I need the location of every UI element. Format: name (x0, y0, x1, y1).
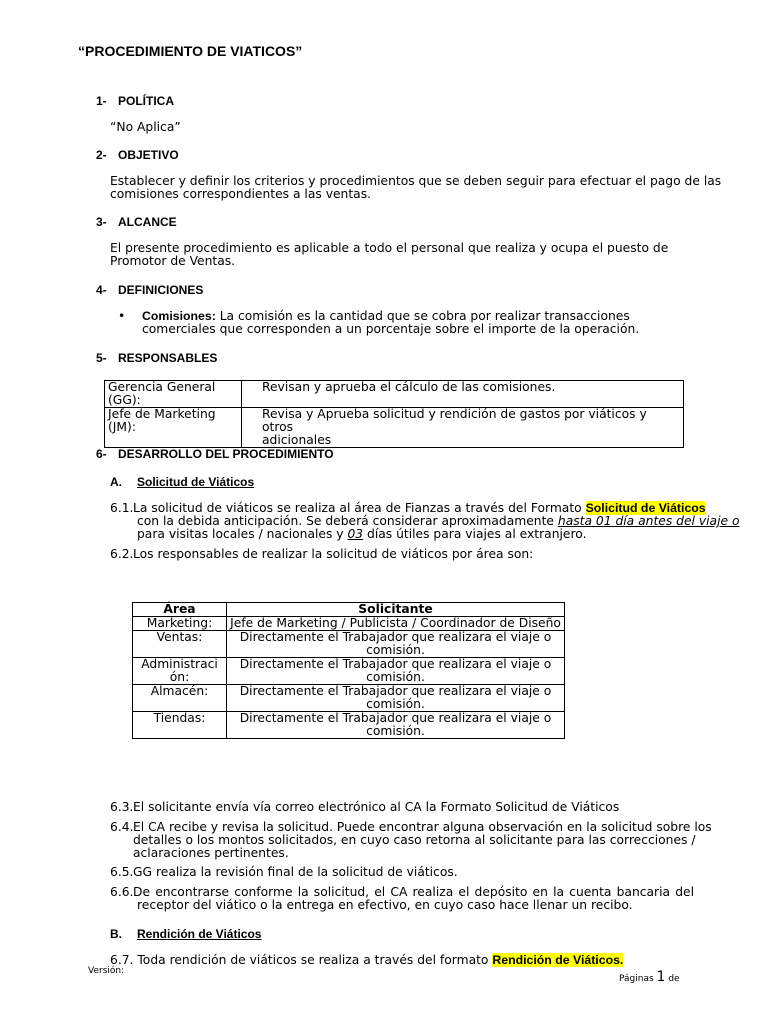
table-row (133, 617, 565, 631)
paragraph-6-6-line-1: De encontrarse conforme la solicitud, el CA realiza el depósito en la cuenta bancaria del (133, 885, 694, 899)
section-number-definiciones: 4- (96, 283, 107, 297)
table-row (133, 712, 565, 739)
table-row (133, 658, 565, 685)
definition-term: Comisiones: (142, 309, 216, 323)
highlight-rendicion: Rendición de Viáticos. (492, 953, 624, 967)
paragraph-number-6-2: 6.2. (110, 547, 134, 561)
paragraph-number-6-6: 6.6. (110, 885, 134, 899)
solicitante-cell (227, 685, 565, 712)
solicitante-line: Jefe de Marketing / Publicista / Coordinador de Diseño (230, 616, 561, 630)
subsection-title-a: Solicitud de Viáticos (137, 475, 255, 489)
paragraph-6-1-line-3 (137, 528, 586, 541)
footer-version-label: Versión: (88, 966, 125, 976)
section-title-responsables: RESPONSABLES (118, 351, 218, 365)
role-line: (JM): (108, 420, 136, 434)
paragraph-text: con la debida anticipación. Se deberá considerar aproximadamente (137, 514, 558, 528)
paragraph-6-4-line-2: detalles o los montos solicitados, en cuyo caso retorna al solicitante para las correcciones / (133, 833, 696, 847)
role-cell (105, 381, 242, 408)
table-header-row (133, 603, 565, 617)
column-header-area: Área (133, 603, 227, 617)
section-number-desarrollo: 6- (96, 447, 107, 461)
section-title-alcance: ALCANCE (118, 215, 177, 229)
objetivo-line-2: comisiones correspondientes a las ventas. (110, 187, 372, 201)
politica-text: “No Aplica” (110, 120, 181, 134)
area-line: Ventas: (156, 630, 203, 644)
area-cell (133, 685, 227, 712)
emphasis-text: 03 (347, 527, 364, 541)
section-number-objetivo: 2- (96, 148, 107, 162)
area-solicitante-table (132, 602, 565, 739)
section-number-responsables: 5- (96, 351, 107, 365)
solicitante-cell (227, 617, 565, 631)
section-title-definiciones: DEFINICIONES (118, 283, 204, 297)
table-row (105, 408, 684, 448)
definition-line-2: comerciales que corresponden a un porcentaje sobre el importe de la operación. (142, 322, 640, 336)
solicitante-line: comisión. (366, 724, 425, 738)
footer-page-number: 1 (656, 969, 666, 985)
paragraph-number-6-7: 6.7. (110, 953, 134, 967)
role-description-line: Revisa y Aprueba solicitud y rendición de gastos por viáticos y otros (262, 407, 647, 434)
table-row (133, 631, 565, 658)
subsection-title-b: Rendición de Viáticos (137, 927, 262, 941)
solicitante-line: Directamente el Trabajador que realizara el viaje o (239, 630, 552, 644)
area-cell (133, 617, 227, 631)
table-row (133, 685, 565, 712)
role-description-cell (242, 408, 684, 448)
paragraph-text: para visitas locales / nacionales y (137, 527, 348, 541)
document-title: “PROCEDIMIENTO DE VIATICOS” (78, 43, 303, 59)
bullet-icon: • (118, 309, 126, 323)
area-line: Tiendas: (153, 711, 206, 725)
paragraph-text: Toda rendición de viáticos se realiza a través del formato (133, 953, 493, 967)
solicitante-line: comisión. (366, 670, 425, 684)
responsables-table (104, 380, 684, 448)
highlight-solicitud: Solicitud de Viáticos (585, 501, 706, 515)
emphasis-text: hasta 01 día antes del viaje o (557, 514, 740, 528)
role-line: (GG): (108, 393, 141, 407)
area-line: Marketing: (146, 616, 213, 630)
paragraph-number-6-4: 6.4. (110, 820, 134, 834)
solicitante-line: Directamente el Trabajador que realizara el viaje o (239, 711, 552, 725)
alcance-line-2: Promotor de Ventas. (110, 254, 236, 268)
section-number-politica: 1- (96, 94, 107, 108)
paragraph-number-6-3: 6.3. (110, 800, 134, 814)
solicitante-line: Directamente el Trabajador que realizara el viaje o (239, 684, 552, 698)
paragraph-6-6-line-2: receptor del viático o la entrega en efectivo, en cuyo caso hace llenar un recibo. (137, 898, 633, 912)
footer-pages (619, 969, 680, 985)
section-title-objetivo: OBJETIVO (118, 148, 179, 162)
area-cell (133, 658, 227, 685)
area-cell (133, 712, 227, 739)
table-row (105, 381, 684, 408)
paragraph-6-5-text: GG realiza la revisión final de la solicitud de viáticos. (133, 865, 458, 879)
paragraph-number-6-5: 6.5. (110, 865, 134, 879)
section-title-desarrollo: DESARROLLO DEL PROCEDIMIENTO (118, 447, 334, 461)
role-description-cell (242, 381, 684, 408)
alcance-line-1: El presente procedimiento es aplicable a todo el personal que realiza y ocupa el puesto de (110, 241, 669, 255)
role-cell (105, 408, 242, 448)
area-line: Almacén: (150, 684, 209, 698)
role-line: Gerencia General (108, 380, 216, 394)
paragraph-6-2-text: Los responsables de realizar la solicitud de viáticos por área son: (133, 547, 534, 561)
paragraph-6-3-text: El solicitante envía vía correo electrónico al CA la Formato Solicitud de Viáticos (133, 800, 620, 814)
role-description-line: adicionales (262, 433, 332, 447)
paragraph-text: días útiles para viajes al extranjero. (363, 527, 587, 541)
solicitante-line: Directamente el Trabajador que realizara el viaje o (239, 657, 552, 671)
column-header-solicitante: Solicitante (227, 603, 565, 617)
footer-pages-label: Páginas (619, 974, 654, 984)
subsection-letter-b: B. (110, 927, 122, 941)
subsection-letter-a: A. (110, 475, 122, 489)
paragraph-6-4-line-1: El CA recibe y revisa la solicitud. Puede encontrar alguna observación en la solicitud sobre los (133, 820, 712, 834)
area-line: ón: (169, 670, 190, 684)
section-title-politica: POLÍTICA (118, 94, 174, 108)
role-description-line: Revisan y aprueba el cálculo de las comisiones. (262, 380, 556, 394)
definition-text: La comisión es la cantidad que se cobra por realizar transacciones (215, 309, 630, 323)
paragraph-text: La solicitud de viáticos se realiza al área de Fianzas a través del Formato (133, 501, 586, 515)
footer-page-of: de (668, 974, 680, 984)
solicitante-cell (227, 631, 565, 658)
solicitante-cell (227, 658, 565, 685)
area-cell (133, 631, 227, 658)
solicitante-line: comisión. (366, 697, 425, 711)
role-line: Jefe de Marketing (108, 407, 216, 421)
paragraph-6-7 (110, 954, 623, 967)
paragraph-number-6-1: 6.1. (110, 501, 134, 515)
solicitante-cell (227, 712, 565, 739)
paragraph-6-4-line-3: aclaraciones pertinentes. (133, 846, 289, 860)
area-line: Administraci (141, 657, 218, 671)
objetivo-line-1: Establecer y definir los criterios y procedimientos que se deben seguir para efectuar el pago de las (110, 174, 722, 188)
section-number-alcance: 3- (96, 215, 107, 229)
solicitante-line: comisión. (366, 643, 425, 657)
